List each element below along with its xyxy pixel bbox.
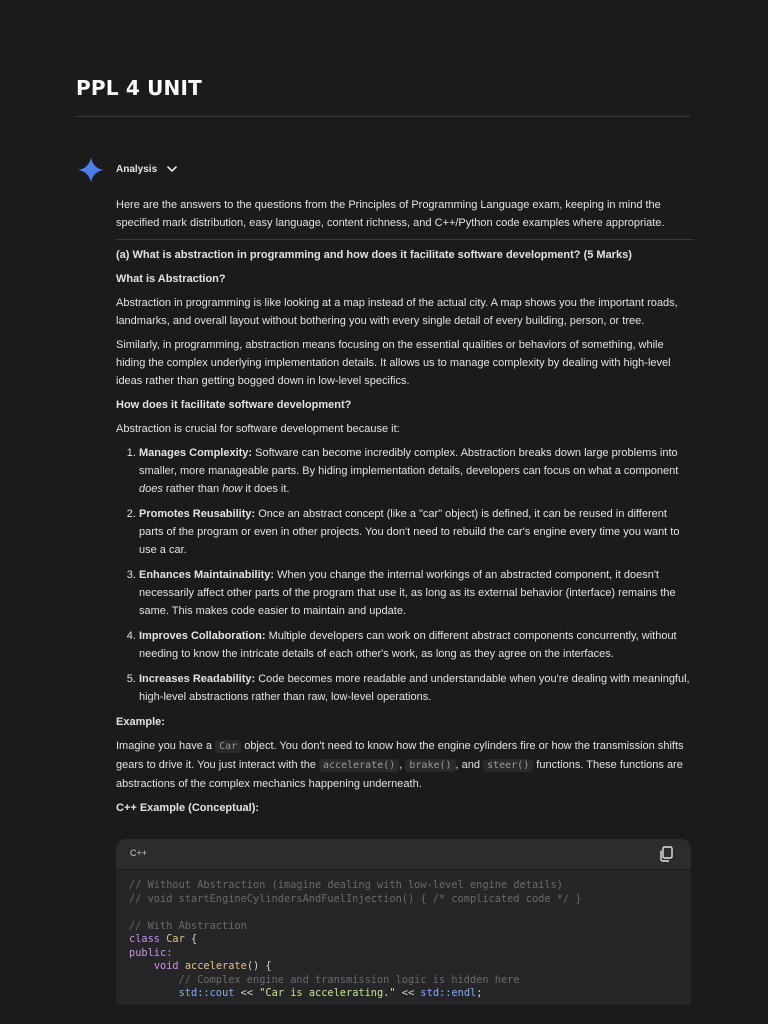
code-text: {: [184, 933, 198, 945]
point-text: When you change the internal workings of an abstracted component, it doesn't necessarily affect other parts of the program that use it, as long as its external behavior (interface) remains the same. This makes code easier to maintain and update.: [139, 569, 676, 617]
example-heading: Example:: [116, 716, 165, 728]
example-text: functions. These functions are abstractions of the complex mechanics happening underneath.: [116, 759, 683, 790]
title-divider: [76, 116, 691, 117]
example-text: Imagine you have a: [116, 740, 216, 752]
code-type: Car: [166, 933, 185, 945]
example-text: ,: [399, 759, 406, 771]
example-text: object. You don't need to know how the engine cylinders fire or how the transmission shifts gears to drive it. You just interact with the: [116, 740, 684, 771]
example-text: , and: [455, 759, 484, 771]
list-item: [139, 444, 694, 498]
code-namespace: std::cout: [178, 987, 235, 999]
analysis-label: Analysis: [116, 163, 158, 175]
chevron-down-icon: [165, 162, 179, 176]
point-text: Once an abstract concept (like a "car" object) is defined, it can be reused in different parts of the program or even in other projects. You don't need to rebuild the car's engine every time you want to use a car.: [139, 508, 680, 556]
copy-icon[interactable]: [659, 846, 673, 862]
point-text: Software can become incredibly complex. Abstraction breaks down large problems into smaller, more manageable parts. By hiding implementation details, developers can focus on what a component: [139, 447, 679, 477]
point-text: Multiple developers can work on different abstract components concurrently, without needing to know the intricate details of each other's work, as long as they agree on the interfaces.: [139, 630, 677, 660]
code-text: <<: [234, 987, 260, 999]
response-content: [116, 196, 694, 823]
code-comment: // With Abstraction: [129, 919, 247, 932]
point-text: rather than: [162, 483, 223, 495]
point-title: Increases Readability:: [139, 673, 256, 685]
code-text: () {: [246, 960, 272, 972]
intro-paragraph: Here are the answers to the questions from the Principles of Programming Language exam, keeping in mind the specified mark distribution, easy language, content richness, and C++/Python code examples where appropriate.: [116, 199, 665, 229]
code-text: <<: [395, 987, 421, 999]
question-heading: (a) What is abstraction in programming and how does it facilitate software development? (5 Marks): [116, 249, 632, 261]
gemini-spark-icon: [78, 157, 104, 183]
code-string: "Car is accelerating.": [259, 987, 396, 999]
code-function: accelerate: [184, 960, 247, 972]
code-comment: // void startEngineCylindersAndFuelInjection() { /* complicated code */ }: [129, 892, 582, 905]
inline-code: brake(): [405, 759, 455, 772]
point-title: Enhances Maintainability:: [139, 569, 275, 581]
inline-code: Car: [215, 740, 241, 753]
code-keyword: public:: [129, 946, 173, 959]
page-title: PPL 4 UNIT: [76, 76, 202, 100]
point-emphasis: how: [222, 483, 243, 495]
code-text: ;: [476, 987, 483, 999]
code-content: [116, 870, 691, 1001]
what-paragraph-2: Similarly, in programming, abstraction means focusing on the essential qualities or behaviors of something, while hiding the complex underlying implementation details. It allows us to manage complexity by dealing with high-level ideas rather than getting bogged down in low-level specifics.: [116, 339, 671, 387]
cpp-example-heading: C++ Example (Conceptual):: [116, 802, 260, 814]
point-title: Manages Complexity:: [139, 447, 253, 459]
code-block: [116, 839, 691, 1005]
benefits-list: [116, 444, 694, 706]
point-text: Code becomes more readable and understandable when you're dealing with meaningful, high-level abstractions rather than raw, low-level operations.: [139, 673, 690, 703]
what-heading: What is Abstraction?: [116, 273, 226, 285]
example-paragraph: [116, 737, 694, 793]
list-item: [139, 670, 694, 706]
code-keyword: void: [153, 960, 179, 972]
code-keyword: class: [129, 933, 160, 945]
how-heading: How does it facilitate software development?: [116, 399, 352, 411]
how-intro: Abstraction is crucial for software development because it:: [116, 423, 400, 435]
code-block-header: [116, 839, 691, 870]
list-item: [139, 505, 694, 559]
what-paragraph-1: Abstraction in programming is like looking at a map instead of the actual city. A map shows you the important roads, landmarks, and overall layout without bothering you with every single detail of every building, person, or tree.: [116, 297, 678, 327]
section-divider: [116, 239, 694, 240]
list-item: [139, 627, 694, 663]
code-comment: // Without Abstraction (imagine dealing with low-level engine details): [129, 879, 563, 891]
point-title: Improves Collaboration:: [139, 630, 266, 642]
inline-code: accelerate(): [319, 759, 399, 772]
point-text: it does it.: [242, 483, 290, 495]
inline-code: steer(): [483, 759, 533, 772]
analysis-toggle[interactable]: [116, 160, 179, 178]
code-comment: // Complex engine and transmission logic is hidden here: [178, 973, 520, 986]
code-language-label: C++: [130, 848, 148, 858]
list-item: [139, 566, 694, 620]
point-title: Promotes Reusability:: [139, 508, 256, 520]
code-namespace: std::endl: [420, 987, 477, 999]
point-emphasis: does: [139, 483, 163, 495]
